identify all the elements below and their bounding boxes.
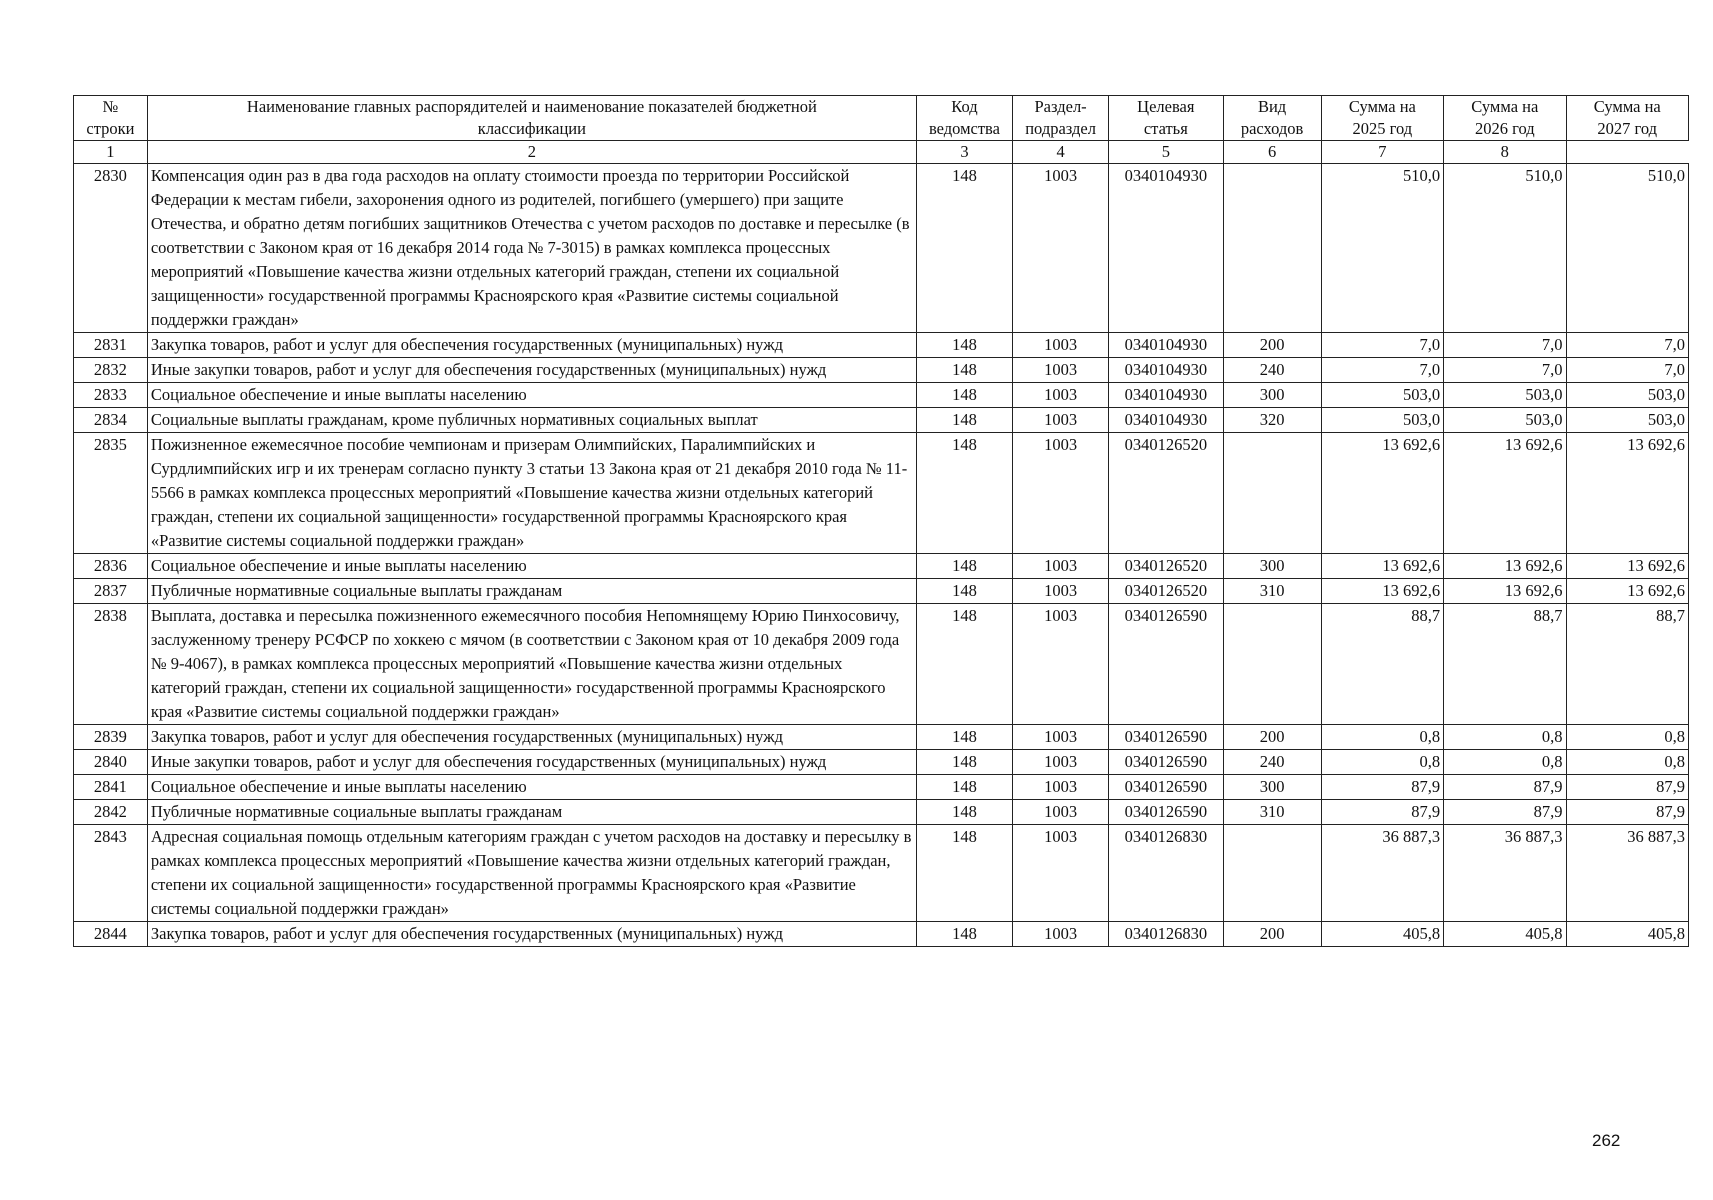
row-name: Публичные нормативные социальные выплаты гражданам (147, 800, 916, 825)
header-col-cs: Целевая статья (1109, 96, 1223, 141)
table-row (74, 725, 1689, 750)
row-sum-2027: 36 887,3 (1566, 825, 1688, 922)
row-vr: 310 (1223, 579, 1321, 604)
row-kod: 148 (916, 358, 1012, 383)
row-kod: 148 (916, 383, 1012, 408)
row-sum-2025: 7,0 (1321, 358, 1443, 383)
row-sum-2026: 13 692,6 (1444, 579, 1566, 604)
row-name: Компенсация один раз в два года расходов на оплату стоимости проезда по территории Российской Федерации к местам гибели, захоронения одного из родителей, погибшего (умершего) при защите Отечества, и обратно детям погибших защитников Отечества с учетом расходов по доставке и пересылке (в соответствии с Законом края от 16 декабря 2014 года № 7-3015) в рамках комплекса процессных мероприятий «Повышение качества жизни отдельных категорий граждан, степени их социальной защищенности» государственной программы Красноярского края «Развитие системы социальной поддержки граждан» (147, 164, 916, 333)
table-row (74, 825, 1689, 922)
row-number: 2830 (74, 164, 148, 333)
row-number: 2836 (74, 554, 148, 579)
row-sum-2026: 503,0 (1444, 408, 1566, 433)
row-sum-2025: 88,7 (1321, 604, 1443, 725)
row-cs: 0340126830 (1109, 922, 1223, 947)
table-row (74, 383, 1689, 408)
row-number: 2841 (74, 775, 148, 800)
column-number: 4 (1013, 141, 1109, 164)
row-sum-2027: 503,0 (1566, 383, 1688, 408)
row-vr (1223, 433, 1321, 554)
table-row (74, 554, 1689, 579)
row-razdel: 1003 (1013, 604, 1109, 725)
row-sum-2026: 510,0 (1444, 164, 1566, 333)
row-vr: 300 (1223, 554, 1321, 579)
column-number: 5 (1109, 141, 1223, 164)
row-kod: 148 (916, 333, 1012, 358)
row-kod: 148 (916, 604, 1012, 725)
row-sum-2025: 405,8 (1321, 922, 1443, 947)
table-row (74, 333, 1689, 358)
column-number: 2 (147, 141, 916, 164)
row-cs: 0340126520 (1109, 579, 1223, 604)
table-row (74, 408, 1689, 433)
table-row (74, 775, 1689, 800)
row-vr: 200 (1223, 922, 1321, 947)
row-sum-2026: 87,9 (1444, 800, 1566, 825)
row-cs: 0340126830 (1109, 825, 1223, 922)
row-kod: 148 (916, 775, 1012, 800)
row-number: 2842 (74, 800, 148, 825)
row-name: Закупка товаров, работ и услуг для обеспечения государственных (муниципальных) нужд (147, 725, 916, 750)
column-number: 7 (1321, 141, 1443, 164)
row-sum-2025: 503,0 (1321, 408, 1443, 433)
row-cs: 0340126590 (1109, 750, 1223, 775)
row-sum-2025: 510,0 (1321, 164, 1443, 333)
row-sum-2026: 87,9 (1444, 775, 1566, 800)
row-kod: 148 (916, 164, 1012, 333)
row-sum-2027: 503,0 (1566, 408, 1688, 433)
row-kod: 148 (916, 554, 1012, 579)
row-name: Адресная социальная помощь отдельным категориям граждан с учетом расходов на доставку и пересылку в рамках комплекса процессных мероприятий «Повышение качества жизни отдельных категорий граждан, степени их социальной защищенности» государственной программы Красноярского края «Развитие системы социальной поддержки граждан» (147, 825, 916, 922)
row-kod: 148 (916, 433, 1012, 554)
row-sum-2025: 36 887,3 (1321, 825, 1443, 922)
header-col-kod: Код ведомства (916, 96, 1012, 141)
row-razdel: 1003 (1013, 579, 1109, 604)
row-cs: 0340126590 (1109, 725, 1223, 750)
row-name: Закупка товаров, работ и услуг для обеспечения государственных (муниципальных) нужд (147, 922, 916, 947)
row-cs: 0340104930 (1109, 408, 1223, 433)
row-number: 2843 (74, 825, 148, 922)
header-col-2025: Сумма на 2025 год (1321, 96, 1443, 141)
row-razdel: 1003 (1013, 358, 1109, 383)
row-sum-2025: 87,9 (1321, 775, 1443, 800)
row-name: Выплата, доставка и пересылка пожизненного ежемесячного пособия Непомнящему Юрию Пинхосовичу, заслуженному тренеру РСФСР по хоккею с мячом (в соответствии с Законом края от 10 декабря 2009 года № 9-4067), в рамках комплекса процессных мероприятий «Повышение качества жизни отдельных категорий граждан, степени их социальной защищенности» государственной программы Красноярского края «Развитие системы социальной поддержки граждан» (147, 604, 916, 725)
table-row (74, 358, 1689, 383)
row-name: Социальное обеспечение и иные выплаты населению (147, 554, 916, 579)
header-col-razdel: Раздел- подраздел (1013, 96, 1109, 141)
row-vr (1223, 825, 1321, 922)
row-sum-2026: 13 692,6 (1444, 433, 1566, 554)
row-razdel: 1003 (1013, 383, 1109, 408)
table-row (74, 164, 1689, 333)
row-vr: 300 (1223, 383, 1321, 408)
row-vr (1223, 604, 1321, 725)
row-kod: 148 (916, 825, 1012, 922)
row-vr: 310 (1223, 800, 1321, 825)
row-name: Иные закупки товаров, работ и услуг для обеспечения государственных (муниципальных) нужд (147, 750, 916, 775)
row-number: 2832 (74, 358, 148, 383)
row-sum-2027: 87,9 (1566, 775, 1688, 800)
row-razdel: 1003 (1013, 750, 1109, 775)
row-kod: 148 (916, 579, 1012, 604)
row-name: Социальные выплаты гражданам, кроме публичных нормативных социальных выплат (147, 408, 916, 433)
row-razdel: 1003 (1013, 800, 1109, 825)
column-number: 3 (916, 141, 1012, 164)
row-razdel: 1003 (1013, 408, 1109, 433)
row-cs: 0340126590 (1109, 800, 1223, 825)
row-cs: 0340104930 (1109, 383, 1223, 408)
row-number: 2837 (74, 579, 148, 604)
row-sum-2027: 510,0 (1566, 164, 1688, 333)
header-col-2026: Сумма на 2026 год (1444, 96, 1566, 141)
row-sum-2025: 13 692,6 (1321, 579, 1443, 604)
row-vr: 320 (1223, 408, 1321, 433)
row-razdel: 1003 (1013, 725, 1109, 750)
table-row (74, 604, 1689, 725)
row-sum-2025: 503,0 (1321, 383, 1443, 408)
row-sum-2027: 0,8 (1566, 725, 1688, 750)
row-sum-2026: 7,0 (1444, 333, 1566, 358)
header-col-no: № строки (74, 96, 148, 141)
row-cs: 0340126520 (1109, 554, 1223, 579)
row-vr: 240 (1223, 358, 1321, 383)
row-sum-2026: 0,8 (1444, 750, 1566, 775)
column-number: 1 (74, 141, 148, 164)
table-row (74, 433, 1689, 554)
row-sum-2027: 0,8 (1566, 750, 1688, 775)
row-number: 2844 (74, 922, 148, 947)
table-row (74, 579, 1689, 604)
table-row (74, 750, 1689, 775)
header-col-vr: Вид расходов (1223, 96, 1321, 141)
row-sum-2025: 7,0 (1321, 333, 1443, 358)
row-name: Социальное обеспечение и иные выплаты населению (147, 383, 916, 408)
row-number: 2840 (74, 750, 148, 775)
row-kod: 148 (916, 408, 1012, 433)
row-sum-2027: 7,0 (1566, 358, 1688, 383)
row-number: 2831 (74, 333, 148, 358)
row-razdel: 1003 (1013, 164, 1109, 333)
table-header (74, 96, 1689, 164)
row-cs: 0340104930 (1109, 164, 1223, 333)
row-name: Иные закупки товаров, работ и услуг для обеспечения государственных (муниципальных) нужд (147, 358, 916, 383)
row-kod: 148 (916, 725, 1012, 750)
row-razdel: 1003 (1013, 922, 1109, 947)
row-kod: 148 (916, 922, 1012, 947)
row-name: Закупка товаров, работ и услуг для обеспечения государственных (муниципальных) нужд (147, 333, 916, 358)
row-razdel: 1003 (1013, 433, 1109, 554)
row-number: 2838 (74, 604, 148, 725)
header-col-2027: Сумма на 2027 год (1566, 96, 1688, 141)
row-kod: 148 (916, 750, 1012, 775)
table-row (74, 922, 1689, 947)
row-sum-2026: 36 887,3 (1444, 825, 1566, 922)
row-sum-2026: 0,8 (1444, 725, 1566, 750)
row-cs: 0340104930 (1109, 358, 1223, 383)
row-cs: 0340126590 (1109, 775, 1223, 800)
row-vr: 200 (1223, 333, 1321, 358)
page-number: 262 (1592, 1131, 1621, 1150)
row-sum-2025: 13 692,6 (1321, 433, 1443, 554)
row-sum-2027: 405,8 (1566, 922, 1688, 947)
row-sum-2025: 0,8 (1321, 725, 1443, 750)
row-sum-2025: 0,8 (1321, 750, 1443, 775)
row-name: Социальное обеспечение и иные выплаты населению (147, 775, 916, 800)
row-number: 2835 (74, 433, 148, 554)
row-razdel: 1003 (1013, 554, 1109, 579)
header-col-name: Наименование главных распорядителей и наименование показателей бюджетной классификации (147, 96, 916, 141)
row-number: 2834 (74, 408, 148, 433)
row-vr: 240 (1223, 750, 1321, 775)
row-sum-2026: 7,0 (1444, 358, 1566, 383)
column-number: 6 (1223, 141, 1321, 164)
row-vr: 300 (1223, 775, 1321, 800)
row-number: 2839 (74, 725, 148, 750)
row-sum-2025: 87,9 (1321, 800, 1443, 825)
row-sum-2027: 7,0 (1566, 333, 1688, 358)
row-razdel: 1003 (1013, 333, 1109, 358)
row-kod: 148 (916, 800, 1012, 825)
row-name: Пожизненное ежемесячное пособие чемпионам и призерам Олимпийских, Паралимпийских и Сурдлимпийских игр и их тренерам согласно пункту 3 статьи 13 Закона края от 21 декабря 2010 года № 11-5566 в рамках комплекса процессных мероприятий «Повышение качества жизни отдельных категорий граждан, степени их социальной защищенности» государственной программы Красноярского края «Развитие системы социальной поддержки граждан» (147, 433, 916, 554)
column-number-row (74, 141, 1689, 164)
row-cs: 0340104930 (1109, 333, 1223, 358)
row-sum-2025: 13 692,6 (1321, 554, 1443, 579)
row-sum-2027: 13 692,6 (1566, 554, 1688, 579)
row-cs: 0340126590 (1109, 604, 1223, 725)
row-sum-2026: 405,8 (1444, 922, 1566, 947)
row-razdel: 1003 (1013, 775, 1109, 800)
row-vr: 200 (1223, 725, 1321, 750)
row-name: Публичные нормативные социальные выплаты гражданам (147, 579, 916, 604)
table-body (74, 164, 1689, 947)
row-cs: 0340126520 (1109, 433, 1223, 554)
row-number: 2833 (74, 383, 148, 408)
row-vr (1223, 164, 1321, 333)
row-sum-2026: 88,7 (1444, 604, 1566, 725)
row-sum-2027: 13 692,6 (1566, 433, 1688, 554)
row-sum-2027: 13 692,6 (1566, 579, 1688, 604)
row-sum-2026: 13 692,6 (1444, 554, 1566, 579)
row-razdel: 1003 (1013, 825, 1109, 922)
table-row (74, 800, 1689, 825)
row-sum-2027: 87,9 (1566, 800, 1688, 825)
row-sum-2026: 503,0 (1444, 383, 1566, 408)
row-sum-2027: 88,7 (1566, 604, 1688, 725)
budget-table (73, 95, 1689, 947)
column-number: 8 (1444, 141, 1566, 164)
